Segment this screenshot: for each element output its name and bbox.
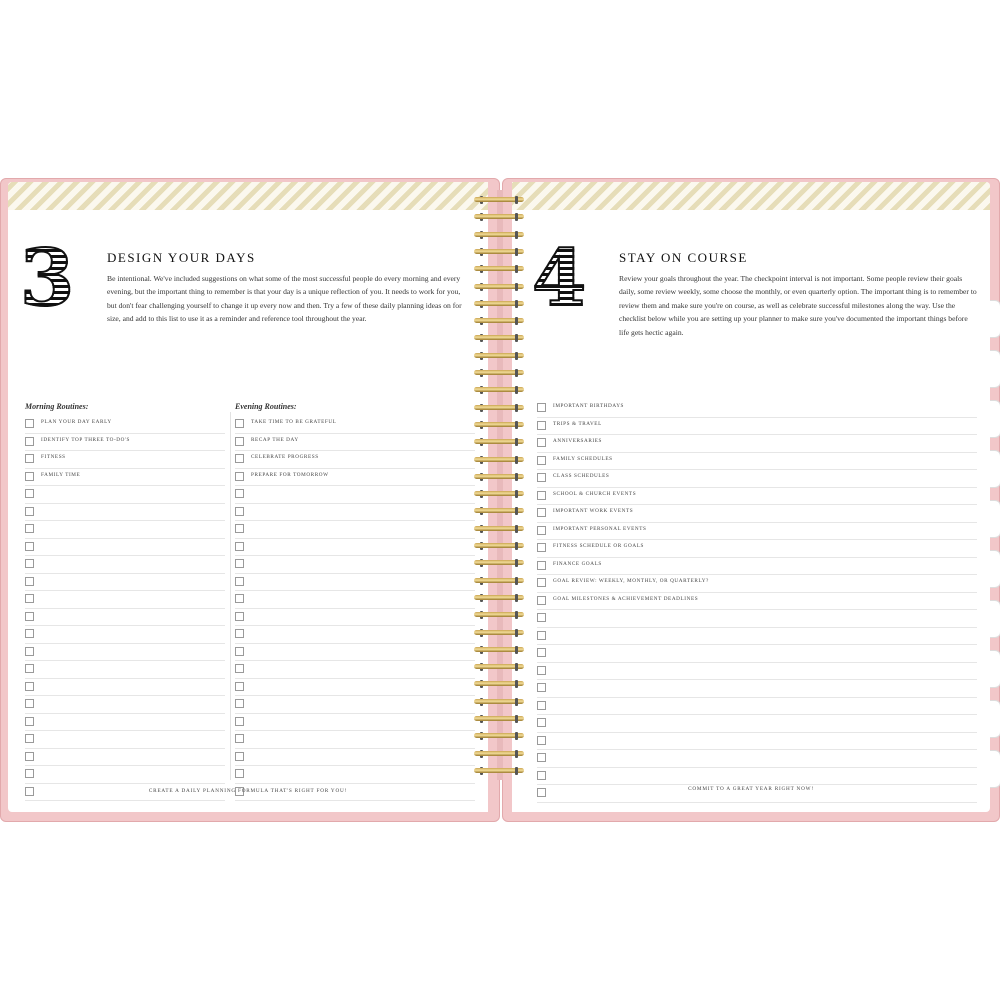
checklist-row: [537, 645, 977, 663]
checkbox[interactable]: [25, 507, 34, 516]
checklist-label: GOAL REVIEW: WEEKLY, MONTHLY, OR QUARTERLY?: [553, 578, 709, 584]
checklist-row: [235, 626, 475, 644]
spiral-coil: [474, 456, 524, 464]
checklist-label: TRIPS & TRAVEL: [553, 420, 602, 427]
spiral-coil: [474, 386, 524, 394]
spiral-coil: [474, 490, 524, 498]
checklist-row: [25, 644, 225, 662]
checklist-row: [537, 680, 977, 698]
checkbox[interactable]: [25, 717, 34, 726]
checkbox[interactable]: [537, 596, 546, 605]
checkbox[interactable]: [25, 769, 34, 778]
checklist-row: [537, 698, 977, 716]
checkbox[interactable]: [235, 507, 244, 516]
checkbox[interactable]: [537, 403, 546, 412]
evening-checklist: [235, 416, 475, 801]
page-heading: DESIGN YOUR DAYS: [107, 250, 256, 265]
checklist-row: [235, 644, 475, 662]
checklist-row: [537, 488, 977, 506]
checkbox[interactable]: [25, 437, 34, 446]
spiral-coil: [474, 646, 524, 654]
checkbox[interactable]: [235, 612, 244, 621]
checkbox[interactable]: [537, 473, 546, 482]
checklist-row: [25, 661, 225, 679]
checklist-row: [235, 539, 475, 557]
striped-header-band: [512, 182, 990, 210]
spiral-coil: [474, 525, 524, 533]
checklist-row: [235, 556, 475, 574]
right-page: [512, 182, 990, 812]
checkbox[interactable]: [537, 718, 546, 727]
spiral-coil: [474, 300, 524, 308]
checkbox[interactable]: [235, 752, 244, 761]
spiral-coil: [474, 750, 524, 758]
morning-routines-title: Morning Routines:: [25, 402, 89, 411]
checklist-row: [537, 610, 977, 628]
checkbox[interactable]: [25, 734, 34, 743]
spiral-coil: [474, 594, 524, 602]
checkbox[interactable]: [537, 753, 546, 762]
checklist-label: IMPORTANT BIRTHDAYS: [553, 403, 625, 409]
checklist-row: [537, 750, 977, 768]
checkbox[interactable]: [537, 543, 546, 552]
checklist-row: [235, 504, 475, 522]
checkbox[interactable]: [235, 542, 244, 551]
checklist-row: [25, 416, 225, 434]
spiral-coil: [474, 698, 524, 706]
checklist-row: [25, 609, 225, 627]
spiral-coil: [474, 542, 524, 550]
spiral-coil: [474, 283, 524, 291]
checkbox[interactable]: [537, 561, 546, 570]
spiral-coil: [474, 507, 524, 515]
page-footer: CREATE A DAILY PLANNING FORMULA THAT'S RIGHT FOR YOU!: [148, 788, 348, 794]
checklist-row: [235, 451, 475, 469]
checkbox[interactable]: [537, 683, 546, 692]
section-tabs: [990, 300, 1000, 820]
spiral-coil: [474, 231, 524, 239]
spiral-coil: [474, 629, 524, 637]
checklist-label: FAMILY SCHEDULES: [553, 455, 613, 462]
checklist-label: PLAN YOUR DAY EARLY: [41, 419, 112, 425]
checklist-row: [235, 749, 475, 767]
checklist-label: GOAL MILESTONES & ACHIEVEMENT DEADLINES: [553, 595, 699, 602]
intro-paragraph: Review your goals throughout the year. The checkpoint interval is not important. Some people review their goals daily, some review weekly, some choose the monthly, or even quarterly option. The important thing is to remember to review them and make sure you're on course, as well as celebrate successful milestones along the way. Use the checklist below while you are setting up your planner to make sure you've documented the important things before life gets hectic again.: [619, 274, 977, 337]
checklist-row: [25, 591, 225, 609]
checkbox[interactable]: [235, 629, 244, 638]
checkbox[interactable]: [25, 647, 34, 656]
checklist-row: [537, 435, 977, 453]
checklist-label: FINANCE GOALS: [553, 560, 602, 567]
spiral-coil: [474, 732, 524, 740]
checkbox[interactable]: [25, 629, 34, 638]
checkbox[interactable]: [537, 666, 546, 675]
checkbox[interactable]: [235, 769, 244, 778]
section-number: 4: [532, 233, 587, 324]
checkbox[interactable]: [25, 594, 34, 603]
checkbox[interactable]: [25, 752, 34, 761]
section-tab[interactable]: [990, 700, 1000, 738]
evening-routines-title: Evening Routines:: [235, 402, 297, 411]
checklist-row: [25, 679, 225, 697]
checkbox[interactable]: [25, 682, 34, 691]
checkbox[interactable]: [25, 454, 34, 463]
checklist-row: [235, 696, 475, 714]
checkbox[interactable]: [235, 647, 244, 656]
checkbox[interactable]: [235, 682, 244, 691]
checkbox[interactable]: [537, 526, 546, 535]
checklist-row: [537, 523, 977, 541]
checklist-row: [537, 575, 977, 593]
checkbox[interactable]: [25, 577, 34, 586]
checkbox[interactable]: [537, 491, 546, 500]
section-number: 3: [20, 233, 75, 324]
checklist-row: [25, 696, 225, 714]
checklist-label: CELEBRATE PROGRESS: [251, 454, 319, 460]
checkbox[interactable]: [25, 699, 34, 708]
checkbox[interactable]: [537, 613, 546, 622]
checkbox[interactable]: [25, 664, 34, 673]
checklist-label: IDENTIFY TOP THREE TO-DO'S: [41, 436, 131, 443]
checklist-row: [25, 539, 225, 557]
checkbox[interactable]: [537, 631, 546, 640]
checklist-row: [235, 679, 475, 697]
checklist-row: [25, 766, 225, 784]
checklist-row: [25, 504, 225, 522]
checkbox[interactable]: [537, 648, 546, 657]
checklist-row: [235, 714, 475, 732]
checklist-row: [235, 766, 475, 784]
spiral-coil: [474, 404, 524, 412]
binding-spine: [497, 190, 503, 780]
page-footer: COMMIT TO A GREAT YEAR RIGHT NOW!: [688, 786, 814, 792]
checkbox[interactable]: [25, 542, 34, 551]
intro-paragraph: Be intentional. We've included suggestions on what some of the most successful people do every morning and every evening, but the important thing to remember is that your day is a unique reflection of you. It needs to work for you, but don't fear challenging yourself to change it up every now and then. Try a few of these daily planning ideas on for size, and add to this list to use it as a reminder and reference tool throughout the year.: [107, 274, 462, 324]
checkbox[interactable]: [537, 578, 546, 587]
spiral-coil: [474, 196, 524, 204]
checkbox[interactable]: [235, 419, 244, 428]
checkbox[interactable]: [235, 717, 244, 726]
checklist-row: [537, 558, 977, 576]
checklist-row: [235, 469, 475, 487]
section-tab[interactable]: [990, 350, 1000, 388]
checkbox[interactable]: [537, 421, 546, 430]
spiral-coil: [474, 473, 524, 481]
checklist-row: [537, 663, 977, 681]
checklist-row: [25, 714, 225, 732]
checklist-row: [537, 768, 977, 786]
section-tab[interactable]: [990, 650, 1000, 688]
spiral-coil: [474, 577, 524, 585]
checklist-row: [235, 434, 475, 452]
striped-header-band: [8, 182, 488, 210]
checkbox[interactable]: [235, 524, 244, 533]
checklist-row: [25, 486, 225, 504]
checklist-row: [25, 749, 225, 767]
checklist-row: [235, 416, 475, 434]
checklist-row: [537, 400, 977, 418]
spiral-coil: [474, 421, 524, 429]
checkbox[interactable]: [25, 472, 34, 481]
checklist-row: [537, 505, 977, 523]
checklist-label: TAKE TIME TO BE GRATEFUL: [251, 419, 337, 425]
checklist-row: [537, 418, 977, 436]
checklist-label: SCHOOL & CHURCH EVENTS: [553, 490, 637, 497]
checklist-row: [25, 626, 225, 644]
left-page: [8, 182, 488, 812]
section-tab[interactable]: [990, 300, 1000, 338]
checkbox[interactable]: [235, 489, 244, 498]
checkbox[interactable]: [537, 736, 546, 745]
checklist-row: [537, 470, 977, 488]
spiral-coil: [474, 352, 524, 360]
spiral-coil: [474, 248, 524, 256]
section-tab[interactable]: [990, 400, 1000, 438]
spiral-coil: [474, 317, 524, 325]
checklist-label: FAMILY TIME: [41, 471, 81, 478]
checklist-row: [537, 733, 977, 751]
spiral-coil: [474, 559, 524, 567]
spiral-coil: [474, 369, 524, 377]
section-tab[interactable]: [990, 750, 1000, 788]
checklist-label: CLASS SCHEDULES: [553, 473, 610, 479]
checklist-row: [235, 609, 475, 627]
spiral-coil: [474, 663, 524, 671]
checklist-row: [25, 574, 225, 592]
section-tab[interactable]: [990, 600, 1000, 638]
checklist-row: [235, 661, 475, 679]
section-tab[interactable]: [990, 450, 1000, 488]
checkbox[interactable]: [235, 699, 244, 708]
spiral-coil: [474, 715, 524, 723]
checklist-row: [235, 591, 475, 609]
checklist-row: [537, 540, 977, 558]
checkbox[interactable]: [537, 456, 546, 465]
checklist-row: [25, 556, 225, 574]
checklist-row: [25, 451, 225, 469]
checklist-label: FITNESS SCHEDULE OR GOALS: [553, 543, 644, 549]
checkbox[interactable]: [235, 664, 244, 673]
spiral-coil: [474, 611, 524, 619]
checkbox[interactable]: [537, 438, 546, 447]
checkbox[interactable]: [537, 771, 546, 780]
checkbox[interactable]: [235, 577, 244, 586]
page-heading: STAY ON COURSE: [619, 250, 748, 265]
checklist-label: IMPORTANT WORK EVENTS: [553, 508, 634, 514]
section-tab[interactable]: [990, 550, 1000, 588]
checklist-row: [25, 469, 225, 487]
course-checklist: [537, 400, 977, 803]
checkbox[interactable]: [25, 612, 34, 621]
checkbox[interactable]: [235, 472, 244, 481]
checklist-label: RECAP THE DAY: [251, 436, 299, 443]
spiral-coil: [474, 767, 524, 775]
spiral-coil: [474, 680, 524, 688]
checkbox[interactable]: [537, 701, 546, 710]
checklist-row: [25, 521, 225, 539]
spiral-coil: [474, 213, 524, 221]
checklist-row: [25, 434, 225, 452]
checkbox[interactable]: [537, 508, 546, 517]
column-divider: [230, 412, 231, 780]
checklist-row: [537, 715, 977, 733]
checklist-row: [537, 593, 977, 611]
checklist-label: PREPARE FOR TOMORROW: [251, 471, 329, 478]
checklist-label: FITNESS: [41, 454, 66, 460]
checklist-row: [235, 731, 475, 749]
spiral-coil: [474, 438, 524, 446]
checklist-row: [235, 486, 475, 504]
checkbox[interactable]: [235, 734, 244, 743]
checklist-label: ANNIVERSARIES: [553, 438, 603, 444]
checklist-row: [235, 574, 475, 592]
checkbox[interactable]: [25, 419, 34, 428]
checklist-row: [25, 731, 225, 749]
section-tab[interactable]: [990, 500, 1000, 538]
checkbox[interactable]: [235, 454, 244, 463]
checkbox[interactable]: [235, 559, 244, 568]
checklist-row: [235, 521, 475, 539]
checkbox[interactable]: [25, 559, 34, 568]
spiral-coil: [474, 265, 524, 273]
checklist-row: [537, 453, 977, 471]
spiral-coil: [474, 334, 524, 342]
morning-checklist: [25, 416, 225, 801]
spiral-binding: [470, 190, 530, 780]
checkbox[interactable]: [235, 594, 244, 603]
checklist-row: [537, 628, 977, 646]
checkbox[interactable]: [25, 524, 34, 533]
checkbox[interactable]: [235, 437, 244, 446]
checklist-label: IMPORTANT PERSONAL EVENTS: [553, 525, 647, 532]
checkbox[interactable]: [25, 489, 34, 498]
